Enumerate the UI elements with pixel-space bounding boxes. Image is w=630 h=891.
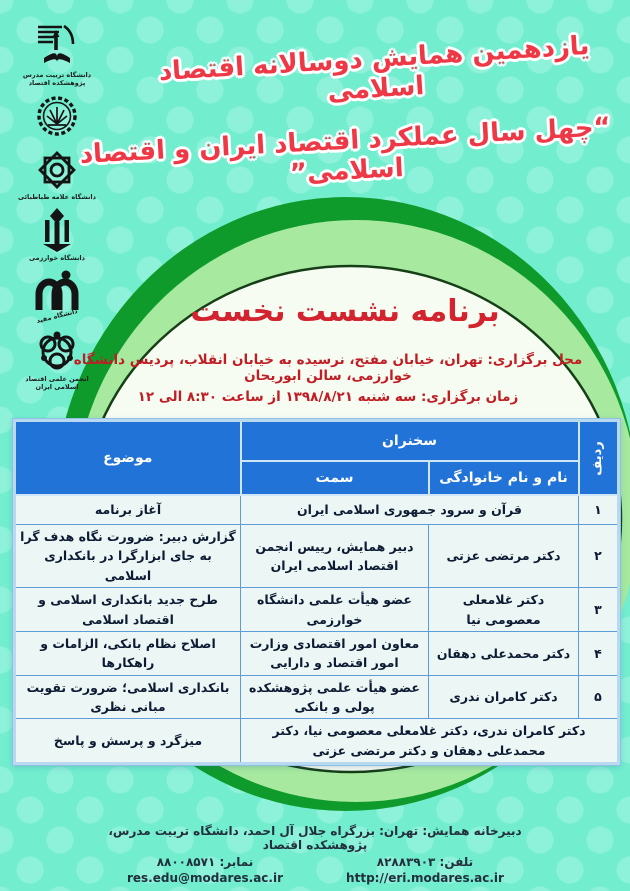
tarbiat-modares-icon: [35, 22, 79, 70]
tarbiat-modares-caption: دانشگاه تربیت مدرس پژوهشکده اقتصاد: [22, 71, 92, 88]
subject-cell: بانکداری اسلامی؛ ضرورت تقویت مبانی نظری: [15, 675, 241, 719]
subject-cell: طرح جدید بانکداری اسلامی و اقتصاد اسلامی: [15, 588, 241, 632]
panel-participants-cell: دکتر کامران ندری، دکتر غلامعلی معصومی نیا، دکتر محمدعلی دهقان و دکتر مرتضی عزتی: [241, 719, 619, 764]
column-header-row-number: ردیف: [579, 421, 619, 495]
row-number: ۱: [579, 495, 619, 525]
mofid-university-icon: [33, 269, 81, 311]
email-link[interactable]: res.edu@modares.ac.ir: [126, 871, 284, 885]
allameh-tabatabai-caption: دانشگاه علامه طباطبائی: [18, 193, 96, 202]
column-header-speakers: سخنران: [241, 421, 579, 461]
fax-number: نمابر: ۸۸۰۰۸۵۷۱: [156, 855, 254, 869]
sharif-university-icon: [36, 95, 78, 137]
table-row: [15, 525, 619, 588]
row-number: ۳: [579, 588, 619, 632]
program-table: [13, 419, 620, 765]
row-number: ۴: [579, 631, 619, 675]
position-cell: معاون امور اقتصادی وزارت امور اقتصاد و دارایی: [241, 631, 429, 675]
position-cell: عضو هیأت علمی دانشگاه خوارزمی: [241, 588, 429, 632]
name-cell: دکتر محمدعلی دهقان: [429, 631, 579, 675]
tarbiat-modares-logo: [15, 22, 99, 87]
mofid-university-logo: [33, 269, 81, 325]
name-cell: دکتر غلامعلی معصومی نیا: [429, 588, 579, 632]
subject-cell: اصلاح نظام بانکی، الزامات و راهکارها: [15, 631, 241, 675]
position-cell: دبیر همایش، رییس انجمن اقتصاد اسلامی ایران: [241, 525, 429, 588]
panel-subject-cell: میزگرد و پرسش و پاسخ: [15, 719, 241, 764]
row-number: ۲: [579, 525, 619, 588]
venue-line: محل برگزاری: تهران، خیابان مفتح، نرسیده به خیابان انقلاب، پردیس دانشگاه خوارزمی، سالن ابوریحان: [73, 352, 583, 384]
mofid-university-caption: دانشگاه مفید: [35, 306, 79, 325]
organizer-logos-column: [12, 22, 102, 391]
subject-cell: گزارش دبیر: ضرورت نگاه هدف گرا به جای ابزارگرا در بانکداری اسلامی: [15, 525, 241, 588]
table-row: [15, 495, 619, 525]
session-heading: برنامه نشست نخست: [190, 294, 500, 329]
column-header-subject: موضوع: [15, 421, 241, 495]
secretariat-address: دبیرخانه همایش: تهران: بزرگراه جلال آل احمد، دانشگاه تربیت مدرس، پژوهشکده اقتصاد: [108, 824, 522, 852]
name-cell: دکتر مرتضی عزتی: [429, 525, 579, 588]
islamic-economics-association-caption: انجمن علمی اقتصاد اسلامی ایران: [25, 374, 89, 391]
speaker-cell: قرآن و سرود جمهوری اسلامی ایران: [241, 495, 579, 525]
position-cell: عضو هیأت علمی پژوهشکده پولی و بانکی: [241, 675, 429, 719]
kharazmi-university-logo: [29, 207, 85, 262]
poster-title-line2: “چهل سال عملکرد اقتصاد ایران و اقتصاد اسلامی”: [79, 112, 612, 189]
kharazmi-university-icon: [38, 207, 76, 253]
table-row: [15, 631, 619, 675]
column-header-name: نام و نام خانوادگی: [429, 461, 579, 495]
name-cell: دکتر کامران ندری: [429, 675, 579, 719]
table-row: [15, 588, 619, 632]
row-number: ۵: [579, 675, 619, 719]
poster-title-line1: یازدهمین همایش دوسالانه اقتصاد اسلامی: [157, 30, 591, 107]
phone-number: تلفن: ۸۲۸۸۳۹۰۳: [376, 855, 474, 869]
secretariat-footer: [95, 824, 535, 885]
table-closing-row: [15, 719, 619, 764]
table-row: [15, 675, 619, 719]
time-line: زمان برگزاری: سه شنبه ۱۳۹۸/۸/۲۱ از ساعت ۸:۳۰ الی ۱۲: [137, 389, 519, 405]
sharif-university-logo: [36, 95, 78, 137]
subject-cell: آغاز برنامه: [15, 495, 241, 525]
kharazmi-university-caption: دانشگاه خوارزمی: [28, 254, 85, 263]
website-link[interactable]: http://eri.modares.ac.ir: [346, 871, 504, 885]
column-header-position: سمت: [241, 461, 429, 495]
